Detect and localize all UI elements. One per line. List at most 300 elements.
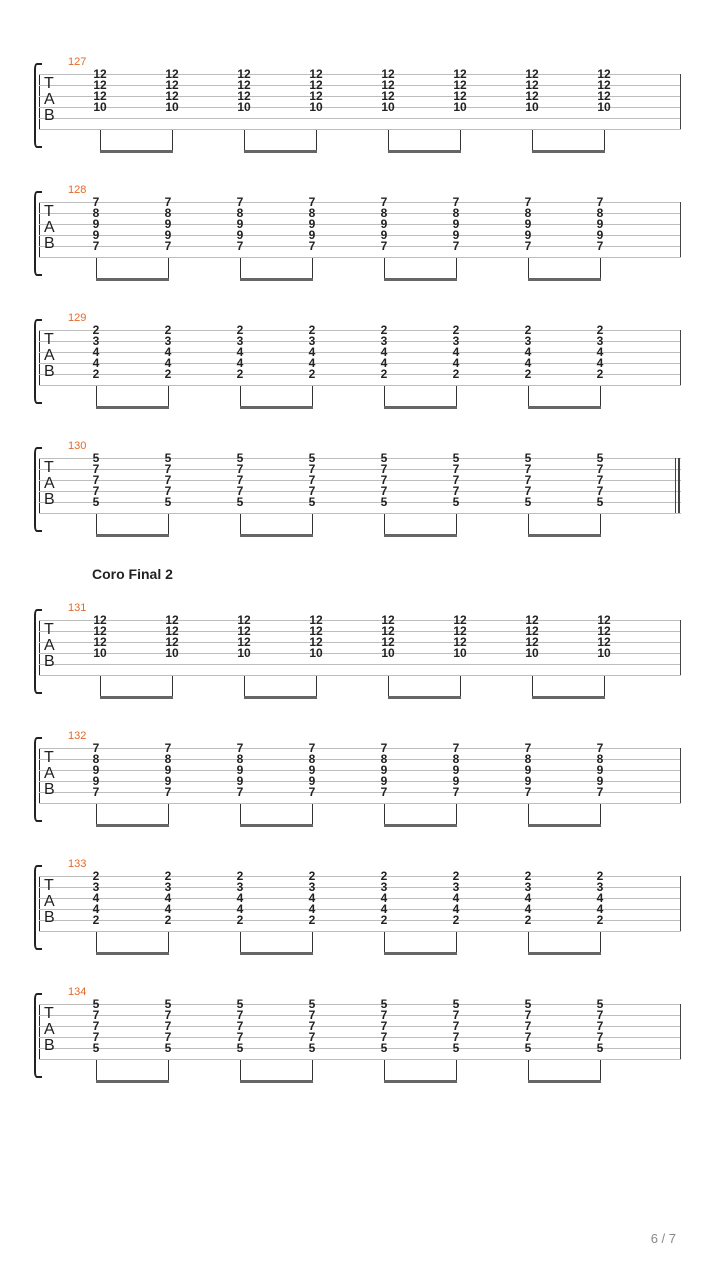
beam [96,1080,169,1083]
fret-number: 2 [92,869,100,883]
fret-number: 4 [92,356,100,370]
fret-number: 7 [596,239,604,253]
start-barline [39,1004,40,1059]
fret-number: 2 [308,367,316,381]
note-stem [168,1060,169,1082]
fret-number: 2 [380,323,388,337]
tab-letter: B [44,363,55,380]
fret-number: 9 [380,774,388,788]
fret-number: 7 [452,741,460,755]
fret-number: 12 [237,67,251,81]
tab-system [0,986,720,1114]
fret-number: 7 [92,785,100,799]
double-barline-thin [675,458,676,513]
fret-number: 2 [236,869,244,883]
fret-number: 9 [236,774,244,788]
note-stem [96,258,97,280]
tab-letter: T [44,749,54,766]
staff-line [39,620,681,621]
fret-number: 8 [452,752,460,766]
fret-number: 7 [92,195,100,209]
staff-line [39,257,681,258]
note-stem [456,386,457,408]
fret-number: 12 [165,624,179,638]
note-stem [456,804,457,826]
fret-number: 3 [164,334,172,348]
fret-number: 4 [452,902,460,916]
note-stem [600,932,601,954]
fret-number: 7 [524,473,532,487]
note-stem [384,514,385,536]
fret-number: 10 [381,100,395,114]
fret-number: 7 [308,1019,316,1033]
beam [528,278,601,281]
note-stem [600,258,601,280]
fret-number: 5 [236,1041,244,1055]
fret-number: 7 [380,1019,388,1033]
fret-number: 8 [596,752,604,766]
staff-line [39,1026,681,1027]
fret-number: 5 [380,495,388,509]
fret-number: 10 [309,646,323,660]
measure-number: 131 [68,602,87,614]
fret-number: 7 [236,1019,244,1033]
measure-number: 134 [68,986,87,998]
staff-line [39,118,681,119]
note-stem [100,130,101,152]
beam [532,150,605,153]
fret-number: 7 [524,239,532,253]
fret-number: 9 [524,763,532,777]
staff-line [39,1048,681,1049]
fret-number: 7 [524,741,532,755]
note-stem [384,258,385,280]
fret-number: 4 [524,356,532,370]
fret-number: 5 [164,451,172,465]
tab-letter: A [44,347,55,364]
beam [528,1080,601,1083]
page-number: 6 / 7 [650,1231,676,1246]
fret-number: 4 [452,345,460,359]
beam [96,278,169,281]
fret-number: 9 [236,217,244,231]
beam [388,150,461,153]
fret-number: 7 [164,239,172,253]
beam [244,150,317,153]
fret-number: 7 [596,1008,604,1022]
tab-letter: B [44,909,55,926]
fret-number: 12 [597,67,611,81]
fret-number: 12 [93,89,107,103]
fret-number: 4 [596,891,604,905]
note-stem [240,386,241,408]
staff-line [39,480,681,481]
note-stem [460,130,461,152]
fret-number: 12 [525,78,539,92]
fret-number: 7 [92,239,100,253]
fret-number: 10 [165,646,179,660]
fret-number: 9 [236,228,244,242]
fret-number: 5 [596,495,604,509]
tab-system [0,312,720,440]
tab-letter: A [44,637,55,654]
note-stem [312,258,313,280]
fret-number: 12 [597,78,611,92]
fret-number: 7 [596,462,604,476]
note-stem [528,804,529,826]
fret-number: 10 [237,100,251,114]
fret-number: 9 [452,228,460,242]
fret-number: 7 [452,484,460,498]
beam [100,696,173,699]
fret-number: 5 [164,495,172,509]
tab-letter: T [44,459,54,476]
measure-number: 128 [68,184,87,196]
staff-line [39,664,681,665]
fret-number: 7 [380,1030,388,1044]
end-barline [680,748,681,803]
fret-number: 7 [452,1030,460,1044]
measure-number: 132 [68,730,87,742]
note-stem [244,676,245,698]
fret-number: 7 [380,473,388,487]
beam [240,278,313,281]
fret-number: 9 [308,774,316,788]
fret-number: 8 [380,206,388,220]
end-barline [680,876,681,931]
fret-number: 7 [596,484,604,498]
fret-number: 7 [380,484,388,498]
start-barline [39,748,40,803]
fret-number: 7 [308,741,316,755]
system-brace [34,609,42,694]
note-stem [456,932,457,954]
fret-number: 7 [164,741,172,755]
fret-number: 4 [164,356,172,370]
tab-letter: B [44,107,55,124]
staff-line [39,202,681,203]
fret-number: 12 [597,89,611,103]
fret-number: 2 [164,913,172,927]
fret-number: 5 [452,997,460,1011]
fret-number: 12 [165,89,179,103]
fret-number: 5 [308,997,316,1011]
beam [528,534,601,537]
fret-number: 10 [597,646,611,660]
tab-letter: B [44,781,55,798]
system-brace [34,319,42,404]
staff-line [39,631,681,632]
staff-line [39,107,681,108]
fret-number: 7 [164,473,172,487]
fret-number: 2 [380,367,388,381]
staff-line [39,803,681,804]
fret-number: 9 [92,228,100,242]
fret-number: 7 [236,473,244,487]
note-stem [384,1060,385,1082]
beam [528,824,601,827]
fret-number: 2 [380,913,388,927]
fret-number: 4 [452,356,460,370]
fret-number: 12 [453,67,467,81]
fret-number: 9 [92,774,100,788]
note-stem [96,1060,97,1082]
fret-number: 2 [236,323,244,337]
fret-number: 4 [524,891,532,905]
fret-number: 5 [164,997,172,1011]
fret-number: 7 [524,484,532,498]
fret-number: 12 [381,67,395,81]
note-stem [168,514,169,536]
tab-system [0,602,720,730]
fret-number: 4 [236,902,244,916]
tab-letter: B [44,653,55,670]
end-barline [680,202,681,257]
staff-line [39,1059,681,1060]
fret-number: 4 [524,902,532,916]
staff-line [39,748,681,749]
fret-number: 9 [596,228,604,242]
fret-number: 7 [236,195,244,209]
fret-number: 12 [309,67,323,81]
staff-line [39,781,681,782]
note-stem [312,932,313,954]
fret-number: 9 [380,763,388,777]
fret-number: 9 [596,774,604,788]
note-stem [604,676,605,698]
fret-number: 2 [452,913,460,927]
fret-number: 9 [92,763,100,777]
fret-number: 2 [164,869,172,883]
fret-number: 7 [92,1008,100,1022]
fret-number: 12 [165,67,179,81]
fret-number: 5 [524,451,532,465]
note-stem [388,676,389,698]
staff-line [39,363,681,364]
tab-system [0,440,720,568]
fret-number: 5 [380,997,388,1011]
note-stem [96,514,97,536]
fret-number: 3 [308,880,316,894]
fret-number: 4 [308,891,316,905]
fret-number: 10 [93,100,107,114]
fret-number: 7 [380,1008,388,1022]
fret-number: 10 [453,646,467,660]
fret-number: 10 [453,100,467,114]
staff-line [39,876,681,877]
section-label: Coro Final 2 [92,566,173,582]
staff-line [39,458,681,459]
staff-line [39,352,681,353]
note-stem [528,514,529,536]
fret-number: 7 [92,484,100,498]
fret-number: 9 [596,217,604,231]
fret-number: 7 [452,785,460,799]
fret-number: 4 [308,902,316,916]
note-stem [456,514,457,536]
note-stem [168,932,169,954]
staff-line [39,1015,681,1016]
fret-number: 7 [164,462,172,476]
fret-number: 2 [596,323,604,337]
note-stem [240,258,241,280]
fret-number: 2 [524,869,532,883]
note-stem [312,386,313,408]
fret-number: 7 [308,462,316,476]
fret-number: 5 [596,997,604,1011]
fret-number: 8 [308,206,316,220]
fret-number: 9 [164,774,172,788]
fret-number: 7 [92,741,100,755]
beam [240,534,313,537]
fret-number: 12 [381,613,395,627]
fret-number: 9 [92,217,100,231]
fret-number: 5 [236,451,244,465]
fret-number: 7 [596,1019,604,1033]
measure-number: 133 [68,858,87,870]
fret-number: 7 [380,195,388,209]
fret-number: 7 [236,484,244,498]
fret-number: 12 [237,78,251,92]
fret-number: 3 [380,334,388,348]
staff-line [39,759,681,760]
fret-number: 4 [452,891,460,905]
note-stem [240,804,241,826]
note-stem [96,932,97,954]
fret-number: 5 [308,495,316,509]
fret-number: 9 [380,228,388,242]
fret-number: 5 [164,1041,172,1055]
fret-number: 2 [236,913,244,927]
fret-number: 3 [380,880,388,894]
fret-number: 8 [308,752,316,766]
fret-number: 12 [453,613,467,627]
staff-line [39,246,681,247]
fret-number: 12 [525,613,539,627]
fret-number: 12 [309,624,323,638]
fret-number: 12 [453,624,467,638]
fret-number: 12 [93,635,107,649]
fret-number: 7 [92,462,100,476]
fret-number: 8 [92,752,100,766]
fret-number: 4 [308,345,316,359]
fret-number: 12 [597,635,611,649]
fret-number: 3 [452,334,460,348]
fret-number: 7 [524,462,532,476]
end-barline [680,620,681,675]
fret-number: 12 [309,613,323,627]
fret-number: 12 [453,89,467,103]
fret-number: 2 [524,913,532,927]
fret-number: 10 [381,646,395,660]
start-barline [39,620,40,675]
staff-line [39,770,681,771]
system-brace [34,63,42,148]
fret-number: 7 [236,785,244,799]
beam [240,1080,313,1083]
tab-system [0,730,720,858]
fret-number: 3 [596,334,604,348]
note-stem [528,258,529,280]
fret-number: 9 [308,763,316,777]
tab-letter: T [44,331,54,348]
fret-number: 4 [164,345,172,359]
fret-number: 12 [237,613,251,627]
staff-line [39,502,681,503]
beam [100,150,173,153]
fret-number: 2 [524,323,532,337]
fret-number: 12 [93,624,107,638]
beam [244,696,317,699]
fret-number: 3 [236,334,244,348]
tab-system [0,56,720,184]
fret-number: 9 [308,228,316,242]
staff-line [39,74,681,75]
beam [96,406,169,409]
note-stem [240,932,241,954]
fret-number: 12 [237,89,251,103]
fret-number: 3 [164,880,172,894]
fret-number: 7 [308,239,316,253]
fret-number: 3 [596,880,604,894]
fret-number: 7 [308,484,316,498]
fret-number: 7 [524,195,532,209]
beam [240,824,313,827]
fret-number: 10 [309,100,323,114]
staff-line [39,931,681,932]
fret-number: 10 [525,646,539,660]
measure-number: 130 [68,440,87,452]
tab-letter: T [44,203,54,220]
tab-letter: B [44,1037,55,1054]
note-stem [384,386,385,408]
tab-letter: A [44,475,55,492]
fret-number: 5 [92,451,100,465]
fret-number: 7 [524,1008,532,1022]
note-stem [388,130,389,152]
fret-number: 5 [92,1041,100,1055]
fret-number: 9 [596,763,604,777]
fret-number: 2 [596,913,604,927]
fret-number: 2 [452,367,460,381]
end-barline [680,74,681,129]
staff-line [39,469,681,470]
fret-number: 9 [452,774,460,788]
fret-number: 7 [380,239,388,253]
fret-number: 7 [596,785,604,799]
staff-line [39,642,681,643]
staff-line [39,374,681,375]
fret-number: 5 [524,495,532,509]
fret-number: 7 [236,239,244,253]
beam [384,1080,457,1083]
beam [384,824,457,827]
staff-line [39,513,681,514]
fret-number: 12 [309,78,323,92]
fret-number: 9 [524,774,532,788]
fret-number: 5 [308,451,316,465]
fret-number: 12 [525,89,539,103]
fret-number: 2 [236,367,244,381]
fret-number: 7 [524,1030,532,1044]
note-stem [172,676,173,698]
staff-line [39,385,681,386]
fret-number: 7 [164,1019,172,1033]
tab-letter: A [44,765,55,782]
beam [240,406,313,409]
fret-number: 12 [237,624,251,638]
fret-number: 12 [525,635,539,649]
